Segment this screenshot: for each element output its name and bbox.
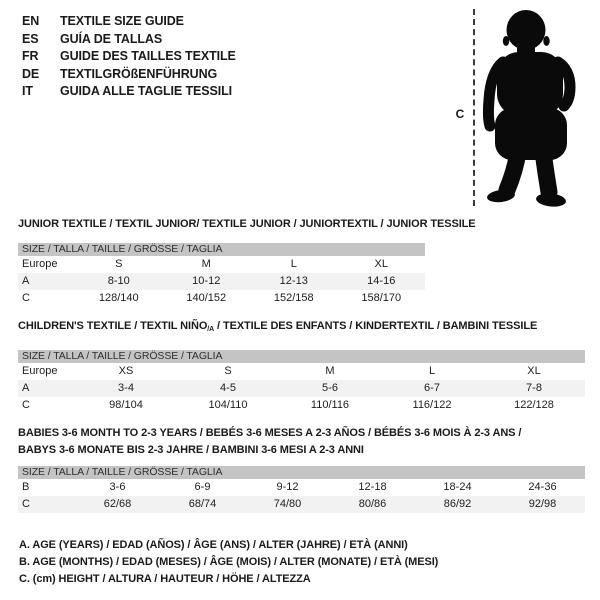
row-label: B xyxy=(22,481,30,493)
language-title: TEXTILGRÖßENFÜHRUNG xyxy=(60,66,218,81)
table-cell: 6-9 xyxy=(194,481,211,493)
height-dashed-line xyxy=(473,9,475,206)
table-row xyxy=(18,496,585,513)
table-cell: S xyxy=(115,258,123,270)
row-label: A xyxy=(22,275,30,287)
table-cell: L xyxy=(428,365,436,377)
table-row xyxy=(18,363,585,380)
row-label: C xyxy=(22,498,30,510)
language-title: GUÍA DE TALLAS xyxy=(60,31,163,46)
table-title xyxy=(18,320,585,336)
table-cell: 104/110 xyxy=(208,399,248,411)
table-row xyxy=(18,397,585,414)
table-cell: 98/104 xyxy=(109,399,143,411)
table-row xyxy=(18,273,425,290)
table-cell: 80/86 xyxy=(358,498,387,510)
table-title-text: BABYS 3-6 MONATE BIS 2-3 JAHRE / BAMBINI 3-6 MESI A 2-3 ANNI xyxy=(18,444,364,456)
language-code: EN xyxy=(22,14,40,28)
language-row xyxy=(22,13,236,31)
table-cell: XL xyxy=(374,258,388,270)
table-cell: 116/122 xyxy=(412,399,452,411)
language-row xyxy=(22,31,236,49)
table-cell: 158/170 xyxy=(361,292,402,304)
height-c-label: C xyxy=(455,107,465,121)
table-cell: S xyxy=(224,365,232,377)
table-cell: 3-4 xyxy=(118,382,134,394)
table-childrens-textile xyxy=(18,320,585,414)
table-cell: 5-6 xyxy=(322,382,338,394)
table-cell: 122/128 xyxy=(514,399,554,411)
language-row xyxy=(22,66,236,84)
language-title: GUIDA ALLE TAGLIE TESSILI xyxy=(60,84,233,98)
table-rows xyxy=(18,256,425,307)
table-babies-textile xyxy=(18,425,585,513)
row-label: Europe xyxy=(22,365,58,377)
table-cell: 18-24 xyxy=(443,481,472,493)
table-row xyxy=(18,256,425,273)
table-row xyxy=(18,290,425,307)
table-row xyxy=(18,479,585,496)
table-cell: XS xyxy=(118,365,134,377)
table-cell: 12-18 xyxy=(358,481,387,493)
table-row xyxy=(18,380,585,397)
table-cell: 74/80 xyxy=(273,498,302,510)
table-title-text: BABIES 3-6 MONTH TO 2-3 YEARS / BEBÉS 3-6 MESES A 2-3 AÑOS / BÉBÉS 3-6 MOIS À 2-3 ANS / xyxy=(18,427,522,439)
table-size-header: SIZE / TALLA / TAILLE / GRÖSSE / TAGLIA xyxy=(18,243,425,256)
language-title: GUIDE DES TAILLES TEXTILE xyxy=(60,49,236,63)
legend-line: A. AGE (YEARS) / EDAD (AÑOS) / ÂGE (ANS) / ALTER (JAHRE) / ETÀ (ANNI) xyxy=(19,539,408,551)
table-cell: 86/92 xyxy=(443,498,472,510)
table-cell: M xyxy=(201,258,211,270)
table-cell: 14-16 xyxy=(367,275,396,287)
table-cell: 3-6 xyxy=(109,481,126,493)
language-code: IT xyxy=(22,84,33,98)
table-cell: 9-12 xyxy=(276,481,299,493)
language-header xyxy=(22,13,236,101)
table-title-text: CHILDREN'S TEXTILE / TEXTIL NIÑO xyxy=(18,320,208,332)
baby-silhouette-icon xyxy=(482,8,580,208)
table-cell: 152/158 xyxy=(273,292,314,304)
language-code: FR xyxy=(22,49,39,63)
row-label: A xyxy=(22,382,30,394)
table-cell: M xyxy=(325,365,335,377)
language-row xyxy=(22,83,236,101)
table-rows xyxy=(18,363,585,414)
row-label: C xyxy=(22,292,30,304)
table-rows xyxy=(18,479,585,513)
table-title-text: /A xyxy=(207,326,215,333)
table-cell: 68/74 xyxy=(188,498,217,510)
table-cell: 92/98 xyxy=(528,498,557,510)
table-cell: 24-36 xyxy=(528,481,557,493)
table-title-text: JUNIOR TEXTILE / TEXTIL JUNIOR/ TEXTILE JUNIOR / JUNIORTEXTIL / JUNIOR TESSILE xyxy=(18,218,476,230)
table-cell: 4-5 xyxy=(220,382,236,394)
language-title: TEXTILE SIZE GUIDE xyxy=(60,14,184,28)
table-size-header: SIZE / TALLA / TAILLE / GRÖSSE / TAGLIA xyxy=(18,350,585,363)
legend xyxy=(19,537,438,588)
table-size-header: SIZE / TALLA / TAILLE / GRÖSSE / TAGLIA xyxy=(18,466,585,479)
language-code: ES xyxy=(22,31,39,46)
language-row xyxy=(22,48,236,66)
table-cell: 62/68 xyxy=(103,498,132,510)
table-cell: 10-12 xyxy=(192,275,221,287)
table-cell: 110/116 xyxy=(310,399,350,411)
row-label: C xyxy=(22,399,30,411)
table-cell: XL xyxy=(527,365,541,377)
legend-line: B. AGE (MONTHS) / EDAD (MESES) / ÂGE (MOIS) / ALTER (MONATE) / ETÀ (MESI) xyxy=(19,556,439,568)
table-cell: 12-13 xyxy=(279,275,308,287)
language-code: DE xyxy=(22,66,40,81)
table-title xyxy=(18,425,585,459)
table-title-text: / TEXTILE DES ENFANTS / KINDERTEXTIL / BAMBINI TESSILE xyxy=(214,320,538,332)
table-title xyxy=(18,218,476,230)
table-cell: 7-8 xyxy=(526,382,542,394)
table-cell: 140/152 xyxy=(186,292,227,304)
table-cell: 128/140 xyxy=(98,292,139,304)
table-cell: 8-10 xyxy=(107,275,130,287)
table-cell: L xyxy=(290,258,297,270)
table-cell: 6-7 xyxy=(424,382,440,394)
row-label: Europe xyxy=(22,258,58,270)
table-junior-textile xyxy=(18,218,476,307)
legend-line: C. (cm) HEIGHT / ALTURA / HAUTEUR / HÖHE / ALTEZZA xyxy=(19,573,311,585)
